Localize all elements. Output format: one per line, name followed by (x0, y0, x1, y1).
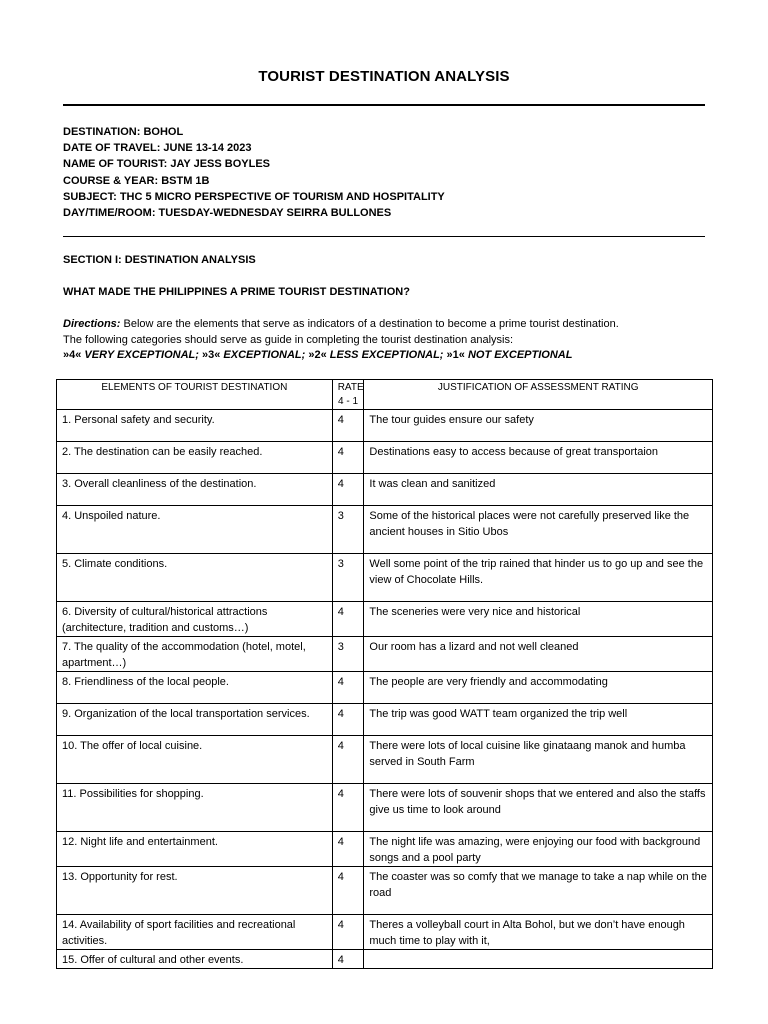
justification-cell: It was clean and sanitized (364, 474, 713, 506)
section-question: WHAT MADE THE PHILIPPINES A PRIME TOURIST DESTINATION? (63, 286, 410, 298)
header-rate (332, 380, 364, 410)
section-heading: SECTION I: DESTINATION ANALYSIS (63, 254, 256, 266)
element-cell: 6. Diversity of cultural/historical attractions (architecture, tradition and customs…) (57, 602, 333, 637)
scale-prefix-1: »1« (443, 349, 468, 362)
course-year-line: COURSE & YEAR: BSTM 1B (63, 174, 210, 187)
element-cell: 5. Climate conditions. (57, 554, 333, 602)
rate-cell: 4 (332, 442, 364, 474)
justification-cell: The trip was good WATT team organized the trip well (364, 704, 713, 736)
table-row (57, 554, 713, 602)
table-row (57, 832, 713, 867)
rate-cell: 4 (332, 915, 364, 950)
date-of-travel-line: DATE OF TRAVEL: JUNE 13-14 2023 (63, 142, 252, 155)
scale-prefix-3: »3« (198, 349, 224, 362)
table-row (57, 474, 713, 506)
tourist-info-block (63, 124, 445, 221)
element-cell: 15. Offer of cultural and other events. (57, 950, 333, 969)
table-row (57, 410, 713, 442)
rate-cell: 4 (332, 867, 364, 915)
element-cell: 14. Availability of sport facilities and recreational activities. (57, 915, 333, 950)
table-row (57, 442, 713, 474)
header-justification: JUSTIFICATION OF ASSESSMENT RATING (364, 380, 713, 410)
element-cell: 10. The offer of local cuisine. (57, 736, 333, 784)
table-row (57, 950, 713, 969)
directions-line-2: The following categories should serve as guide in completing the tourist destination analysis: (63, 333, 514, 346)
rate-cell: 3 (332, 637, 364, 672)
justification-cell: There were lots of local cuisine like ginataang manok and humba served in South Farm (364, 736, 713, 784)
element-cell: 13. Opportunity for rest. (57, 867, 333, 915)
element-cell: 1. Personal safety and security. (57, 410, 333, 442)
scale-prefix-4: »4« (63, 349, 85, 362)
info-divider (63, 236, 705, 237)
justification-cell: The people are very friendly and accommodating (364, 672, 713, 704)
justification-cell: There were lots of souvenir shops that we entered and also the staffs give us time to look around (364, 784, 713, 832)
rate-cell: 4 (332, 474, 364, 506)
rate-cell: 4 (332, 832, 364, 867)
subject-line: SUBJECT: THC 5 MICRO PERSPECTIVE OF TOURISM AND HOSPITALITY (63, 190, 445, 203)
scale-label-4: VERY EXCEPTIONAL; (84, 349, 199, 362)
directions-block (63, 317, 713, 364)
table-row (57, 784, 713, 832)
tourist-name-line: NAME OF TOURIST: JAY JESS BOYLES (63, 158, 271, 171)
header-elements: ELEMENTS OF TOURIST DESTINATION (57, 380, 333, 410)
table-row (57, 506, 713, 554)
rate-cell: 4 (332, 784, 364, 832)
rate-cell: 4 (332, 672, 364, 704)
directions-label: Directions: (63, 318, 121, 330)
table-row (57, 867, 713, 915)
justification-cell: The tour guides ensure our safety (364, 410, 713, 442)
scale-prefix-2: »2« (305, 349, 330, 362)
rate-cell: 4 (332, 704, 364, 736)
destination-line: DESTINATION: BOHOL (63, 126, 184, 138)
rate-cell: 4 (332, 950, 364, 969)
justification-cell: Theres a volleyball court in Alta Bohol, but we don’t have enough much time to play with it, (364, 915, 713, 950)
assessment-table (56, 379, 713, 969)
justification-cell: Well some point of the trip rained that hinder us to go up and see the view of Chocolate Hills. (364, 554, 713, 602)
header-rate-line-1: RATE (337, 382, 364, 393)
element-cell: 8. Friendliness of the local people. (57, 672, 333, 704)
scale-label-2: LESS EXCEPTIONAL; (329, 349, 444, 362)
rate-cell: 3 (332, 554, 364, 602)
element-cell: 7. The quality of the accommodation (hotel, motel, apartment…) (57, 637, 333, 672)
justification-cell: The sceneries were very nice and historical (364, 602, 713, 637)
justification-cell: Some of the historical places were not carefully preserved like the ancient houses in Sitio Ubos (364, 506, 713, 554)
table-row (57, 602, 713, 637)
day-time-room-line: DAY/TIME/ROOM: TUESDAY-WEDNESDAY SEIRRA BULLONES (63, 207, 392, 220)
directions-line-1: Below are the elements that serve as indicators of a destination to become a prime tourist destination. (120, 318, 619, 330)
table-row (57, 637, 713, 672)
document-title: TOURIST DESTINATION ANALYSIS (258, 68, 510, 85)
rate-cell: 4 (332, 602, 364, 637)
justification-cell: The coaster was so comfy that we manage to take a nap while on the road (364, 867, 713, 915)
element-cell: 4. Unspoiled nature. (57, 506, 333, 554)
rate-cell: 4 (332, 736, 364, 784)
table-row (57, 704, 713, 736)
title-divider (63, 104, 705, 106)
element-cell: 9. Organization of the local transportation services. (57, 704, 333, 736)
rate-cell: 4 (332, 410, 364, 442)
table-row (57, 915, 713, 950)
rating-scale (63, 348, 713, 364)
justification-cell (364, 950, 713, 969)
scale-label-3: EXCEPTIONAL; (223, 349, 306, 362)
header-rate-line-2: 4 - 1 (338, 396, 359, 407)
rate-cell: 3 (332, 506, 364, 554)
element-cell: 12. Night life and entertainment. (57, 832, 333, 867)
table-row (57, 672, 713, 704)
justification-cell: Destinations easy to access because of great transportaion (364, 442, 713, 474)
element-cell: 3. Overall cleanliness of the destination. (57, 474, 333, 506)
justification-cell: Our room has a lizard and not well cleaned (364, 637, 713, 672)
table-row (57, 736, 713, 784)
justification-cell: The night life was amazing, were enjoying our food with background songs and a pool party (364, 832, 713, 867)
element-cell: 2. The destination can be easily reached. (57, 442, 333, 474)
table-header-row (57, 380, 713, 410)
element-cell: 11. Possibilities for shopping. (57, 784, 333, 832)
scale-label-1: NOT EXCEPTIONAL (467, 349, 573, 362)
